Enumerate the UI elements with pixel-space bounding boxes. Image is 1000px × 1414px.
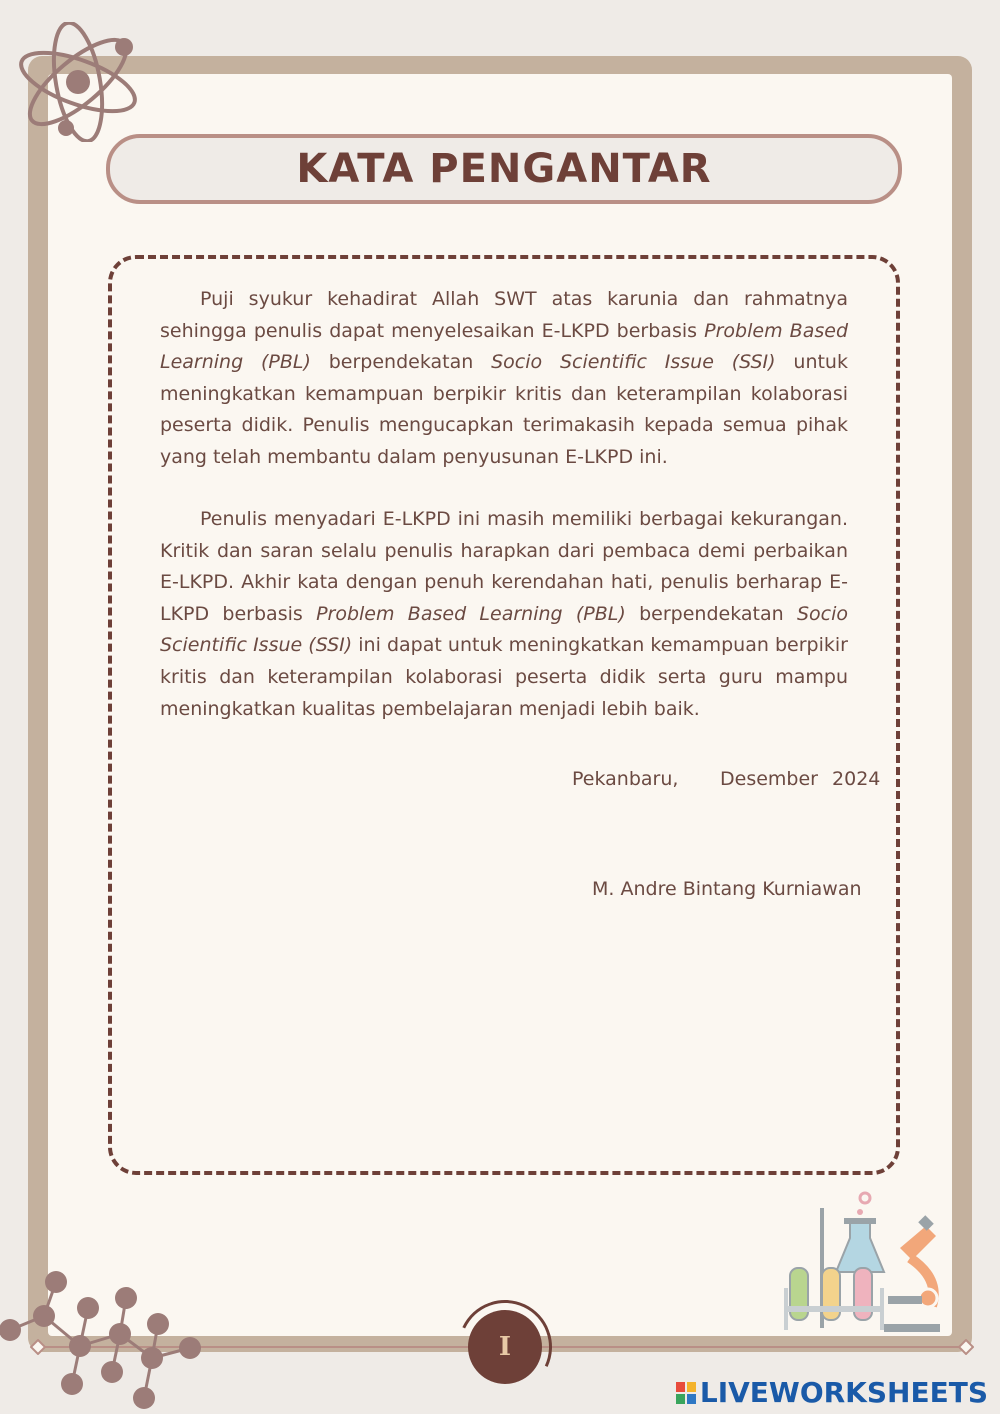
title-banner (106, 134, 902, 204)
signature-author: M. Andre Bintang Kurniawan (592, 878, 862, 900)
lab-equipment-icon (780, 1188, 950, 1336)
paragraph-2 (160, 504, 848, 725)
atom-icon (10, 22, 150, 142)
paragraph-2-text-b: berpendekatan (625, 602, 797, 625)
footer-brand: LIVEWORKSHEETS (699, 1376, 988, 1409)
page-number-badge (468, 1310, 542, 1384)
footer-logo[interactable] (676, 1376, 988, 1409)
diamond-right-icon (958, 1339, 974, 1355)
paragraph-1-text-a: Puji syukur kehadirat Allah SWT atas karunia dan rahmatnya sehingga penulis dapat menyelesaikan E-LKPD berbasis (160, 288, 848, 342)
page-title: KATA PENGANTAR (296, 146, 712, 192)
signature-date: Desember 2024 (720, 768, 881, 790)
molecule-icon (0, 1268, 210, 1414)
paragraph-1-italic-a: Problem Based Learning (PBL) (160, 319, 848, 374)
liveworksheets-logo-icon (676, 1382, 696, 1404)
page-number: I (498, 1332, 512, 1362)
paragraph-2-text-c: ini dapat untuk meningkatkan kemampuan berpikir kritis dan keterampilan kolaborasi peserta didik serta guru mampu meningkatkan kualitas pembelajaran menjadi lebih baik. (160, 634, 848, 720)
signature-place: Pekanbaru, (572, 768, 679, 790)
paragraph-2-italic-a: Problem Based Learning (PBL) (316, 602, 626, 625)
paragraph-1-italic-b: Socio Scientific Issue (SSI) (491, 351, 776, 374)
paragraph-1 (160, 284, 848, 474)
paragraph-2-italic-b: Socio Scientific Issue (SSI) (160, 602, 848, 657)
paragraph-1-text-c: untuk meningkatkan kemampuan berpikir kritis dan keterampilan kolaborasi peserta didik. Penulis mengucapkan terimakasih kepada semua pihak yang telah membantu dalam penyusunan E-LKPD ini. (160, 351, 848, 468)
paragraph-2-text-a: Penulis menyadari E-LKPD ini masih memiliki berbagai kekurangan. Kritik dan saran selalu penulis harapkan dari pembaca demi perbaikan E-LKPD. Akhir kata dengan penuh kerendahan hati, penulis berharap E-LKPD berbasis (160, 508, 848, 625)
paragraph-1-text-b: berpendekatan (310, 351, 492, 374)
